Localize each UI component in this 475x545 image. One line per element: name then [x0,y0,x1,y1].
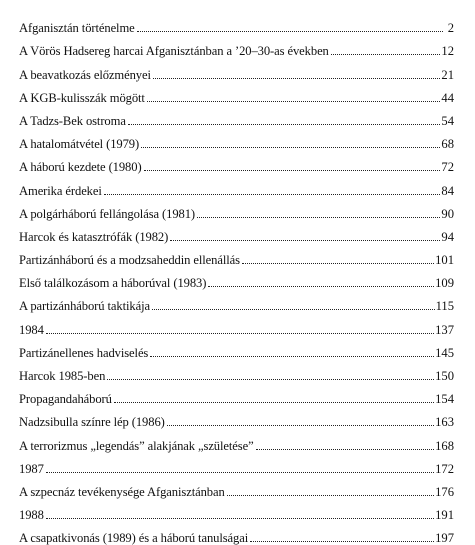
toc-dot-leader [227,494,434,496]
toc-dot-leader [107,378,434,380]
toc-dot-leader [197,216,440,218]
toc-entry-title: Partizánháború és a modzsaheddin ellenállás [19,253,240,268]
toc-entry [19,174,454,197]
toc-entry-page: 137 [435,322,454,337]
toc-entry-title: 1984 [19,322,44,337]
toc-entry-title: 1987 [19,461,44,476]
toc-entry [19,12,454,35]
toc-entry-page: 163 [435,415,454,430]
toc-entry [19,128,454,151]
toc-entry-page: 145 [435,345,454,360]
toc-entry-title: A terrorizmus „legendás” alakjának „születése” [19,438,254,453]
toc-entry [19,82,454,105]
toc-dot-leader [250,540,434,542]
toc-entry [19,499,454,522]
toc-entry [19,453,454,476]
toc-entry-title: Harcok 1985-ben [19,369,106,383]
toc-entry-page: 44 [441,90,454,105]
toc-entry-title: Nadzsibulla színre lép (1986) [19,415,165,430]
toc-entry-page: 21 [441,67,454,82]
toc-entry-page: 154 [435,392,454,407]
toc-entry-title: Első találkozásom a háborúval (1983) [19,276,207,291]
toc-dot-leader [152,308,435,310]
table-of-contents [19,12,454,545]
toc-entry-page: 94 [441,229,454,244]
toc-entry-page: 168 [435,438,454,453]
toc-dot-leader [153,77,441,79]
toc-entry-title: A Tadzs-Bek ostroma [19,113,126,128]
toc-entry [19,476,454,499]
toc-entry-page: 84 [441,183,454,198]
toc-entry [19,522,454,545]
toc-entry [19,198,454,221]
toc-entry-page: 68 [441,137,454,152]
toc-entry [19,58,454,81]
toc-entry-title: Afganisztán történelme [19,21,135,36]
toc-entry-title: A szpecnáz tevékenysége Afganisztánban [19,484,225,499]
toc-entry [19,105,454,128]
toc-dot-leader [46,332,434,334]
toc-entry-title: A beavatkozás előzményei [19,67,151,82]
toc-entry [19,151,454,174]
toc-entry [19,337,454,360]
toc-entry [19,267,454,290]
toc-dot-leader [144,169,441,171]
toc-dot-leader [46,517,434,519]
toc-entry-title: Propagandaháború [19,392,112,407]
toc-entry-title: A partizánháború taktikája [19,299,150,314]
toc-entry-title: A háború kezdete (1980) [19,160,142,175]
toc-entry-page: 197 [435,531,454,545]
toc-entry [19,406,454,429]
toc-entry [19,290,454,313]
toc-dot-leader [256,448,435,450]
toc-dot-leader [331,53,441,55]
toc-entry [19,35,454,58]
toc-dot-leader [104,193,441,195]
toc-entry-page: 101 [435,253,454,268]
toc-entry [19,360,454,383]
toc-entry-title: A csapatkivonás (1989) és a háború tanulságai [19,531,249,545]
toc-dot-leader [170,239,440,241]
toc-entry-page: 150 [435,369,454,383]
toc-dot-leader [147,100,441,102]
toc-entry-title: A polgárháború fellángolása (1981) [19,206,196,221]
toc-entry-page: 115 [435,299,454,314]
toc-entry-page: 2 [447,21,454,36]
toc-dot-leader [137,30,443,32]
toc-dot-leader [46,471,434,473]
toc-entry-title: A Vörös Hadsereg harcai Afganisztánban a ’20–30-as években [19,44,329,59]
toc-dot-leader [208,285,434,287]
toc-entry-page: 54 [441,113,454,128]
toc-entry-title: 1988 [19,508,44,523]
toc-entry-title: Harcok és katasztrófák (1982) [19,229,169,244]
toc-entry-page: 191 [435,508,454,523]
toc-dot-leader [150,355,434,357]
toc-dot-leader [128,123,441,125]
toc-dot-leader [141,146,440,148]
toc-entry-page: 12 [441,44,454,59]
toc-dot-leader [167,424,434,426]
toc-entry-title: A hatalomátvétel (1979) [19,137,140,152]
toc-entry-page: 109 [435,276,454,291]
toc-entry-title: Partizánellenes hadviselés [19,345,149,360]
toc-entry-page: 90 [441,206,454,221]
toc-entry-page: 72 [441,160,454,175]
toc-entry [19,221,454,244]
toc-dot-leader [114,401,434,403]
toc-entry-page: 172 [435,461,454,476]
toc-entry-page: 176 [435,484,454,499]
toc-entry [19,383,454,406]
toc-dot-leader [242,262,434,264]
toc-entry [19,313,454,336]
toc-entry [19,429,454,452]
toc-entry [19,244,454,267]
toc-entry-title: Amerika érdekei [19,183,102,198]
toc-entry-title: A KGB-kulisszák mögött [19,90,145,105]
